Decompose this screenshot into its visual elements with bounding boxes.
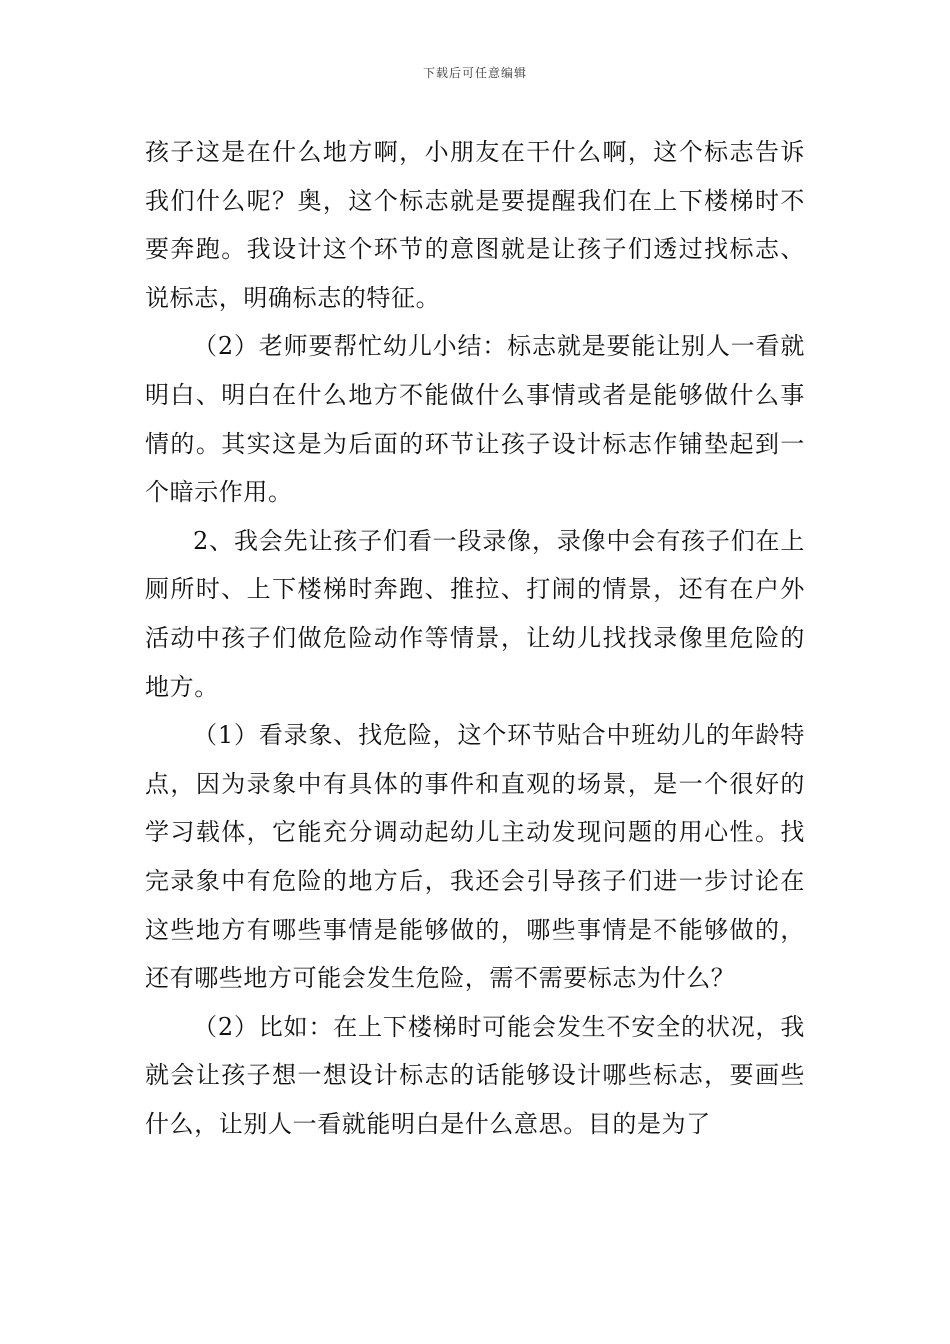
paragraph-find-danger: （1）看录象、找危险，这个环节贴合中班幼儿的年龄特点，因为录象中有具体的事件和直观的场景，是一个很好的学习载体，它能充分调动起幼儿主动发现问题的用心性。找完录象中有危险的地方后，我还会引导孩子们进一步讨论在这些地方有哪些事情是能够做的，哪些事情是不能够做的，还有哪些地方可能会发生危险，需不需要标志为什么？ — [145, 721, 805, 993]
paragraph-summary: （2）老师要帮忙幼儿小结：标志就是要能让别人一看就明白、明白在什么地方不能做什么事情或者是能够做什么事情的。其实这是为后面的环节让孩子设计标志作铺垫起到一个暗示作用。 — [145, 332, 805, 507]
paragraph-video: 2、我会先让孩子们看一段录像，录像中会有孩子们在上厕所时、上下楼梯时奔跑、推拉、打闹的情景，还有在户外活动中孩子们做危险动作等情景，让幼儿找找录像里危险的地方。 — [145, 526, 805, 701]
page-header: 下载后可任意编辑 — [422, 66, 527, 80]
paragraph-continuation: 孩子这是在什么地方啊，小朋友在干什么啊，这个标志告诉我们什么呢？奥，这个标志就是要提醒我们在上下楼梯时不要奔跑。我设计这个环节的意图就是让孩子们透过找标志、说标志，明确标志的特征。 — [145, 138, 805, 312]
paragraph-example: （2）比如：在上下楼梯时可能会发生不安全的状况，我就会让孩子想一想设计标志的话能够设计哪些标志，要画些什么，让别人一看就能明白是什么意思。目的是为了 — [145, 1012, 805, 1138]
document-body — [145, 128, 805, 1148]
